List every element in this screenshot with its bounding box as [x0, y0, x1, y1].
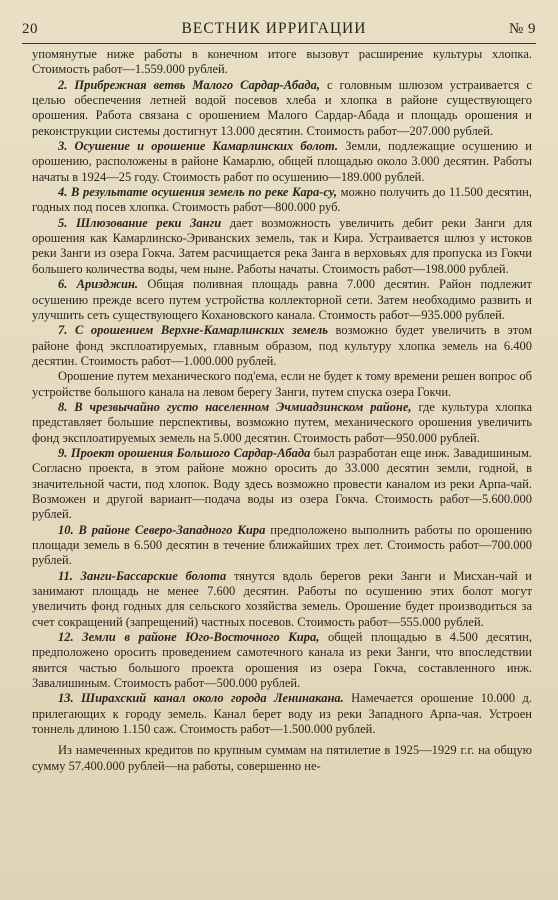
article-body	[32, 47, 532, 900]
paragraph-7	[32, 369, 532, 400]
paragraph-10	[32, 523, 532, 569]
paragraph-5	[32, 277, 532, 323]
paragraph-2	[32, 139, 532, 185]
paragraph-6	[32, 323, 532, 369]
paragraph-text: можно получить до 11.500 десятин, годных под посев хлопка. Стоимость работ—800.000 руб.	[32, 185, 532, 215]
paragraph-text: предположено выполнить работы по орошению площади земель в 6.500 десятин в течение ближайших трех лет. Стоимость работ—700.000 рублей.	[32, 522, 533, 568]
paragraph-14	[32, 743, 532, 774]
paragraph-text: упомянутые ниже работы в конечном итоге вызовут расширение культуры хлопка. Стоимость работ—1.559.000 рублей.	[32, 47, 532, 77]
paragraph-heading: 5. Шлюзование реки Занги	[58, 215, 222, 230]
page-number: 20	[22, 20, 38, 37]
paragraph-text: тянутся вдоль берегов реки Занги и Мисхан-чай и занимают площадь не менее 7.600 десятин. Работы по осушению этих болот могут увеличить фонд годных для сельского хозяйства земель. Орошение будет производиться за счет сокращений (запрещений) частных посевов. Стоимость работ—555.000 рублей.	[32, 568, 532, 629]
paragraph-text: возможно будет увеличить в этом районе фонд эксплоатируемых, главным образом, под культуру хлопка земель на 6.400 десятин. Стоимость работ—1.000.000 рублей.	[32, 323, 533, 368]
journal-title: ВЕСТНИК ИРРИГАЦИИ	[181, 20, 367, 37]
paragraph-text: Намечается орошение 10.000 д. прилегающих к городу земель. Канал берет воду из реки Западного Арпа-чая. Устроен тоннель длиною 1.150 саж. Стоимость работ—1.500.000 рублей.	[32, 691, 532, 737]
paragraph-heading: 7. С орошением Верхне-Камарлинских земель	[58, 323, 328, 338]
paragraph-heading: 12. Земли в районе Юго-Восточного Кира,	[58, 630, 320, 645]
paragraph-text: где культура хлопка представляет большие перспективы, возможно путем, механического орошения увеличить фонд эксплоатируемых земель на 5.000 десятин. Стоимость работ—950.000 рублей.	[32, 399, 532, 445]
paragraph-1	[32, 78, 532, 139]
paragraph-heading: 11. Занги-Бассарские болота	[58, 568, 227, 583]
paragraph-text: Из намеченных кредитов по крупным суммам на пятилетие в 1925—1929 г.г. на общую сумму 57.400.000 рублей—на работы, совершенно не-	[32, 743, 532, 773]
paragraph-heading: 13. Ширахский канал около города Ленинакана.	[58, 691, 344, 706]
paragraph-12	[32, 630, 532, 691]
paragraph-heading: 8. В чрезвычайно густо населенном Эчмиадзинском районе,	[58, 399, 412, 414]
paragraph-text: дает возможность увеличить дебит реки Занги для орошения как Камарлинско-Эриванских земель, так и Кира. Устраивается шлюз у истоков реки Занги из озера Гокча. Затем расчищается река Занга в верховьях для пропуска из Гокчи большего количества воды, чем ныне. Работы начаты. Стоимость работ—198.000 рублей.	[32, 215, 533, 276]
page-header	[22, 16, 536, 42]
paragraph-heading: 2. Прибрежная ветвь Малого Сардар-Абада,	[58, 77, 320, 92]
paragraph-3	[32, 185, 532, 216]
paragraph-text: общей площадью в 4.500 десятин, предположено оросить проведением самотечного канала из реки Занги, что впоследствии явится частью большого проекта орошения из озера Гокча, составленного инж. Завалишиным. Стоимость работ—500.000 рублей.	[32, 630, 532, 691]
paragraph-11	[32, 569, 532, 630]
paragraph-heading: 3. Осушение и орошение Камарлинских болот.	[58, 139, 339, 154]
paragraph-heading: 9. Проект орошения Большого Сардар-Абада	[58, 445, 311, 460]
paragraph-heading: 6. Аризджин.	[58, 277, 139, 292]
paragraph-text: Земли, подлежащие осушению и орошению, расположены в районе Камарлю, общей площадью около 3.000 десятин. Работы начаты в 1924—25 году. Стоимость работ по осушению—189.000 рублей.	[32, 139, 532, 184]
paragraph-text: Общая поливная площадь равна 7.000 десятин. Район подлежит осушению прежде всего путем устройства коллекторной сети. Затем необходимо развить и улучшить сеть существующего Кохановского канала. Стоимость работ—935.000 рублей.	[32, 277, 532, 322]
paragraph-4	[32, 216, 532, 277]
paragraph-text: был разработан еще инж. Завадишиным. Согласно проекта, в этом районе можно оросить до 33.000 десятин земли, годной, в значительной части, под хлопок. Воду здесь возможно провести каналом из реки Арпа-чай. Возможен и другой вариант—подача воды из озера Гокча. Стоимость работ—5.600.000 рублей.	[32, 445, 532, 522]
paragraph-8	[32, 400, 532, 446]
paragraph-heading: 4. В результате осушения земель по реке Кара-су,	[58, 185, 337, 200]
paragraph-13	[32, 691, 532, 737]
issue-number: № 9	[508, 20, 536, 37]
paragraph-0	[32, 47, 532, 78]
paragraph-text: с головным шлюзом устраивается с целью обеспечения летней водой посевов хлеба и хлопка в районе существующего орошения. Работа связана с орошением Малого Сардар-Абада и площадь орошения и реконструкции системы достигнут 13.000 десятин. Стоимость работ—207.000 рублей.	[32, 77, 532, 138]
header-rule	[22, 43, 536, 44]
paragraph-text: Орошение путем механического под'ема, если не будет к тому времени решен вопрос об устройстве большого канала на левом берегу Занги, путем спуска озера Гокчи.	[32, 369, 532, 399]
paragraph-9	[32, 446, 532, 523]
paragraph-heading: 10. В районе Северо-Западного Кира	[58, 522, 266, 537]
